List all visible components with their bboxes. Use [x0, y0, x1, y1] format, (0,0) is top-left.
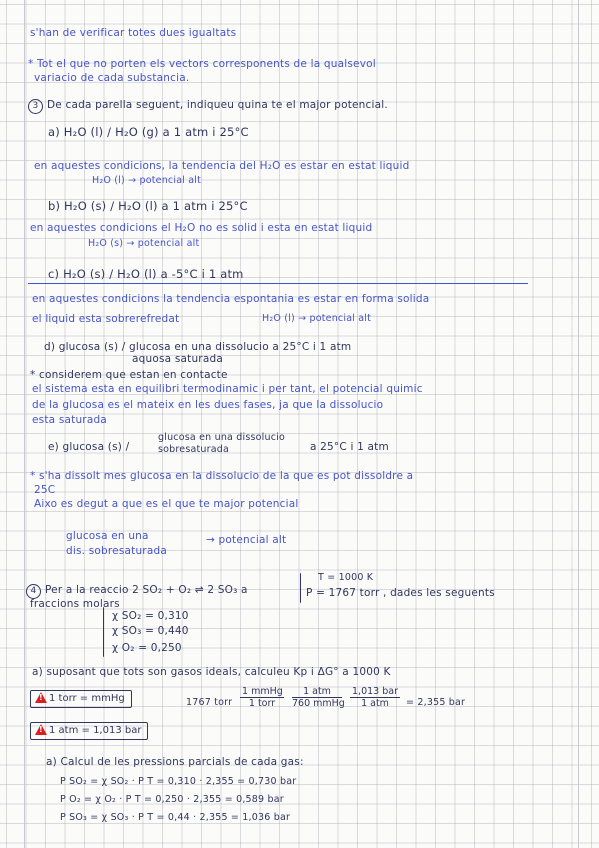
- item-c-explanation: el liquid esta sobrerefredat: [32, 313, 180, 325]
- item-b-result: H₂O (s) → potencial alt: [88, 238, 200, 249]
- item-e-star: 25C: [34, 484, 56, 496]
- underline: [28, 283, 528, 284]
- question-number: 4: [26, 584, 41, 599]
- item-a-result: H₂O (l) → potencial alt: [92, 175, 202, 186]
- condition-temperature: T = 1000 K: [318, 572, 374, 583]
- item-e: e) glucosa (s) /: [48, 441, 130, 453]
- condition-pressure: P = 1767 torr , dades les seguents: [306, 587, 495, 599]
- item-e-explanation: Aixo es degut a que es el que te major potencial: [34, 498, 299, 510]
- calc-result: = 2,355 bar: [406, 697, 466, 708]
- arrow-right-icon: → potencial alt: [206, 534, 287, 546]
- item-d-explanation: de la glucosa es el mateix en les dues fases, ja que la dissolucio: [32, 399, 384, 411]
- item-d-line2: aquosa saturada: [132, 353, 223, 365]
- question-4-line2: fraccions molars: [30, 598, 120, 610]
- item-e-conditions: a 25°C i 1 atm: [310, 441, 389, 453]
- conversion-box: ! 1 atm = 1,013 bar: [30, 722, 148, 740]
- item-e-result: dis. sobresaturada: [66, 545, 167, 557]
- molar-fraction: χ SO₃ = 0,440: [112, 625, 189, 637]
- note-line: variacio de cada substancia.: [34, 72, 190, 84]
- item-e-result: glucosa en una: [66, 530, 149, 542]
- item-e-bottom: sobresaturada: [158, 444, 230, 455]
- calc-start: 1767 torr: [186, 697, 233, 708]
- item-d-explanation: el sistema esta en equilibri termodinamic i per tant, el potencial quimic: [32, 383, 423, 395]
- item-c-explanation: en aquestes condicions la tendencia espontania es estar en forma solida: [32, 293, 430, 305]
- brace: [300, 573, 301, 603]
- fraction: 1 mmHg 1 torr: [242, 686, 283, 709]
- part-a-statement: a) suposant que tots son gasos ideals, calculeu Kp i ΔG° a 1000 K: [32, 666, 391, 678]
- molar-fraction: χ SO₂ = 0,310: [112, 610, 189, 622]
- fraction: 1,013 bar 1 atm: [350, 686, 400, 709]
- brace: [103, 607, 104, 657]
- margin-line: [24, 0, 25, 848]
- item-d-explanation: esta saturada: [32, 414, 107, 426]
- molar-fraction: χ O₂ = 0,250: [112, 642, 182, 654]
- item-b-explanation: en aquestes condicions el H₂O no es solid i esta en estat liquid: [30, 222, 373, 234]
- item-e-top: glucosa en una dissolucio: [158, 432, 286, 443]
- item-c-result: H₂O (l) → potencial alt: [262, 313, 372, 324]
- question-text: Per a la reaccio 2 SO₂ + O₂ ⇌ 2 SO₃ a: [45, 584, 248, 596]
- note-line: s'han de verificar totes dues igualtats: [30, 27, 237, 39]
- question-number: 3: [28, 99, 43, 114]
- partial-pressure-heading: a) Calcul de les pressions parcials de cada gas:: [46, 756, 304, 768]
- fraction: 1 atm 760 mmHg: [292, 686, 345, 709]
- question-text: De cada parella seguent, indiqueu quina te el major potencial.: [47, 99, 388, 111]
- item-a: a) H₂O (l) / H₂O (g) a 1 atm i 25°C: [48, 125, 249, 139]
- conversion-box: ! 1 torr = mmHg: [30, 690, 132, 708]
- margin-line-right: [578, 0, 579, 848]
- note-line: * Tot el que no porten els vectors corresponents de la qualsevol: [28, 58, 376, 70]
- item-b: b) H₂O (s) / H₂O (l) a 1 atm i 25°C: [48, 199, 248, 213]
- item-c: c) H₂O (s) / H₂O (l) a -5°C i 1 atm: [48, 267, 244, 281]
- item-a-explanation: en aquestes condicions, la tendencia del H₂O es estar en estat liquid: [34, 160, 410, 172]
- item-d-star: * considerem que estan en contacte: [30, 369, 228, 381]
- item-e-star: * s'ha dissolt mes glucosa en la dissolucio de la que es pot dissoldre a: [30, 470, 414, 482]
- question-4-heading: [26, 584, 248, 599]
- partial-pressure: P O₂ = χ O₂ · P T = 0,250 · 2,355 = 0,589 bar: [60, 794, 284, 805]
- partial-pressure: P SO₂ = χ SO₂ · P T = 0,310 · 2,355 = 0,730 bar: [60, 776, 297, 787]
- item-d: d) glucosa (s) / glucosa en una dissolucio a 25°C i 1 atm: [44, 341, 352, 353]
- partial-pressure: P SO₃ = χ SO₃ · P T = 0,44 · 2,355 = 1,036 bar: [60, 812, 291, 823]
- question-3-heading: [28, 99, 388, 114]
